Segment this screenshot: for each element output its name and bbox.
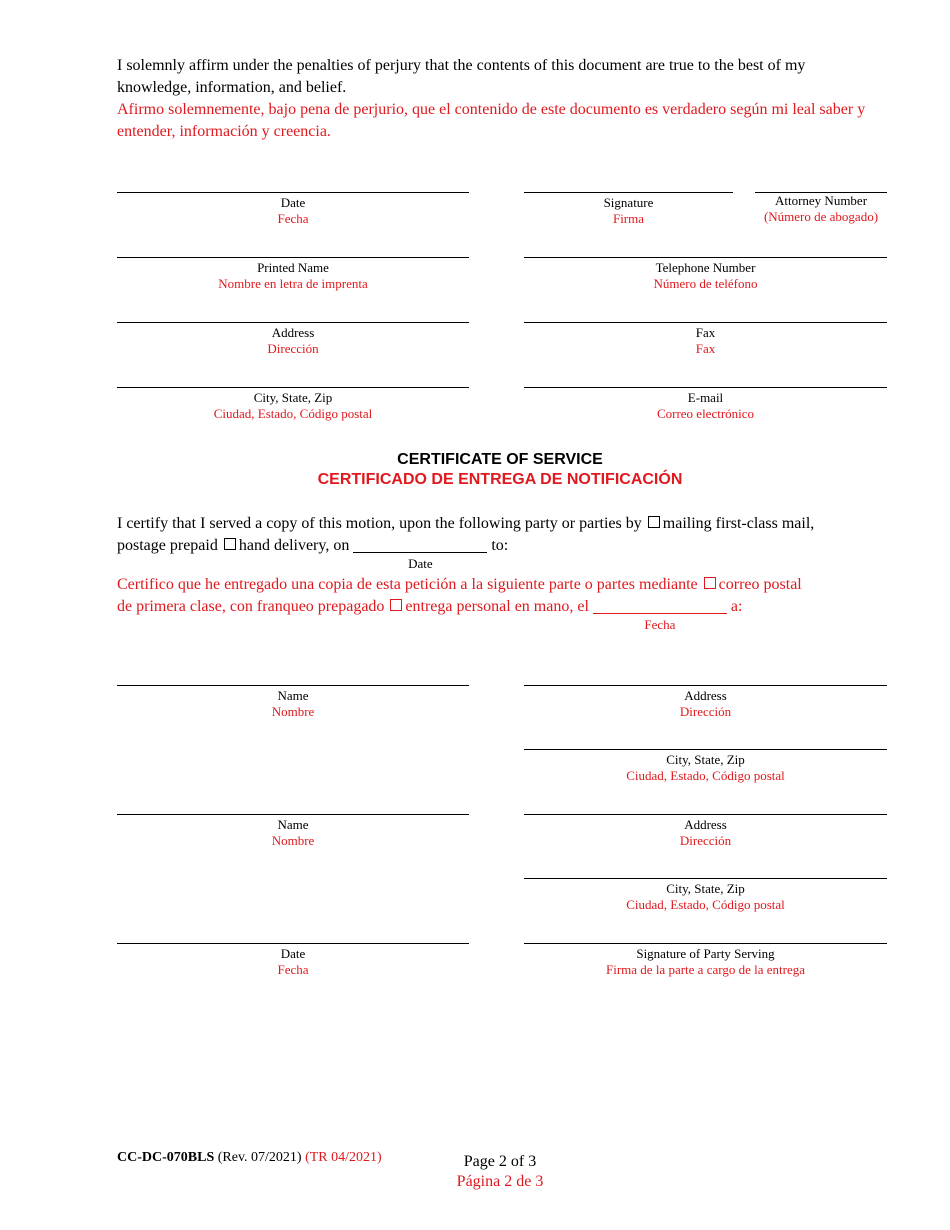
certificate-title: CERTIFICATE OF SERVICE [397,451,603,468]
date-label: Date [280,946,306,961]
address-label-es: Dirección [679,833,732,848]
recipient2-city-field[interactable] [524,878,887,913]
date-label-es: Fecha [277,962,309,977]
page-number-es: Página 2 de 3 [456,1173,544,1190]
recipient2-address-field[interactable] [524,814,887,849]
address-label-es: Dirección [267,341,319,356]
certificate-text-es: Certifico que he entregado una copia de esta petición a la siguiente parte o partes mediante correo postal de primera clase, con franqueo prepagado entrega personal en mano, el Fecha a: [117,576,802,632]
form-id: CC-DC-070BLS [117,1150,215,1165]
fax-field[interactable] [524,322,887,357]
checkbox-mail[interactable] [648,516,660,528]
address-label: Address [684,688,727,703]
page-number [440,1152,560,1192]
telephone-label-es: Número de teléfono [653,276,758,291]
printed-name-label: Printed Name [257,260,329,275]
checkbox-hand-delivery-es[interactable] [390,599,402,611]
name-label-es: Nombre [271,833,315,848]
city-state-zip-label-es: Ciudad, Estado, Código postal [626,768,785,783]
address-label-es: Dirección [679,704,732,719]
form-translation: (TR 04/2021) [305,1150,382,1165]
city-state-zip-label-es: Ciudad, Estado, Código postal [626,897,785,912]
date-label: Date [280,195,306,210]
address-field[interactable] [117,322,469,357]
printed-name-label-es: Nombre en letra de imprenta [218,276,368,291]
service-date-label-es: Fecha [644,617,676,632]
telephone-field[interactable] [524,257,887,292]
name-label: Name [277,688,309,703]
printed-name-field[interactable] [117,257,469,292]
checkbox-mail-es[interactable] [704,577,716,589]
attorney-number-label: Attorney Number [774,193,868,208]
attorney-number-label-es: (Número de abogado) [763,209,879,224]
affirmation-es: Afirmo solemnemente, bajo pena de perjurio, que el contenido de este documento es verdadero según mi leal saber y entender, información y creencia. [117,101,866,140]
attorney-number-field[interactable] [755,192,887,225]
email-label: E-mail [687,390,724,405]
name-label-es: Nombre [271,704,315,719]
signature-label-es: Firma [612,211,645,226]
recipient1-name-field[interactable] [117,685,469,720]
form-footer [117,1150,382,1166]
date-field[interactable] [117,192,469,227]
name-label: Name [277,817,309,832]
signature-label: Signature [603,195,654,210]
city-state-zip-field[interactable] [117,387,469,422]
recipient1-address-field[interactable] [524,685,887,720]
service-date-label: Date [408,556,433,571]
email-label-es: Correo electrónico [656,406,755,421]
service-date-blank-es[interactable] [593,597,727,632]
telephone-label: Telephone Number [655,260,756,275]
signature-field[interactable] [524,192,733,227]
address-label: Address [684,817,727,832]
city-state-zip-label: City, State, Zip [666,752,745,767]
certificate-text-en: I certify that I served a copy of this motion, upon the following party or parties by mailing first-class mail, postage prepaid hand delivery, on Date to: [117,515,815,571]
fax-label: Fax [695,325,716,340]
email-field[interactable] [524,387,887,422]
city-state-zip-label: City, State, Zip [666,881,745,896]
certificate-title-es: CERTIFICADO DE ENTREGA DE NOTIFICACIÓN [317,471,683,488]
recipient2-name-field[interactable] [117,814,469,849]
service-date-blank[interactable] [353,536,487,571]
checkbox-hand-delivery[interactable] [224,538,236,550]
signature-party-label: Signature of Party Serving [636,946,775,961]
city-state-zip-label-es: Ciudad, Estado, Código postal [213,406,373,421]
city-state-zip-label: City, State, Zip [253,390,333,405]
page-number-en: Page 2 of 3 [463,1153,537,1170]
service-date-field[interactable] [117,943,469,978]
signature-party-label-es: Firma de la parte a cargo de la entrega [606,962,805,977]
affirmation-en: I solemnly affirm under the penalties of perjury that the contents of this document are true to the best of my knowledge, information, and belief. [117,57,806,96]
form-revision: (Rev. 07/2021) [217,1150,302,1165]
address-label: Address [271,325,315,340]
date-label-es: Fecha [277,211,309,226]
fax-label-es: Fax [695,341,716,356]
serving-party-signature-field[interactable] [524,943,887,978]
recipient1-city-field[interactable] [524,749,887,784]
